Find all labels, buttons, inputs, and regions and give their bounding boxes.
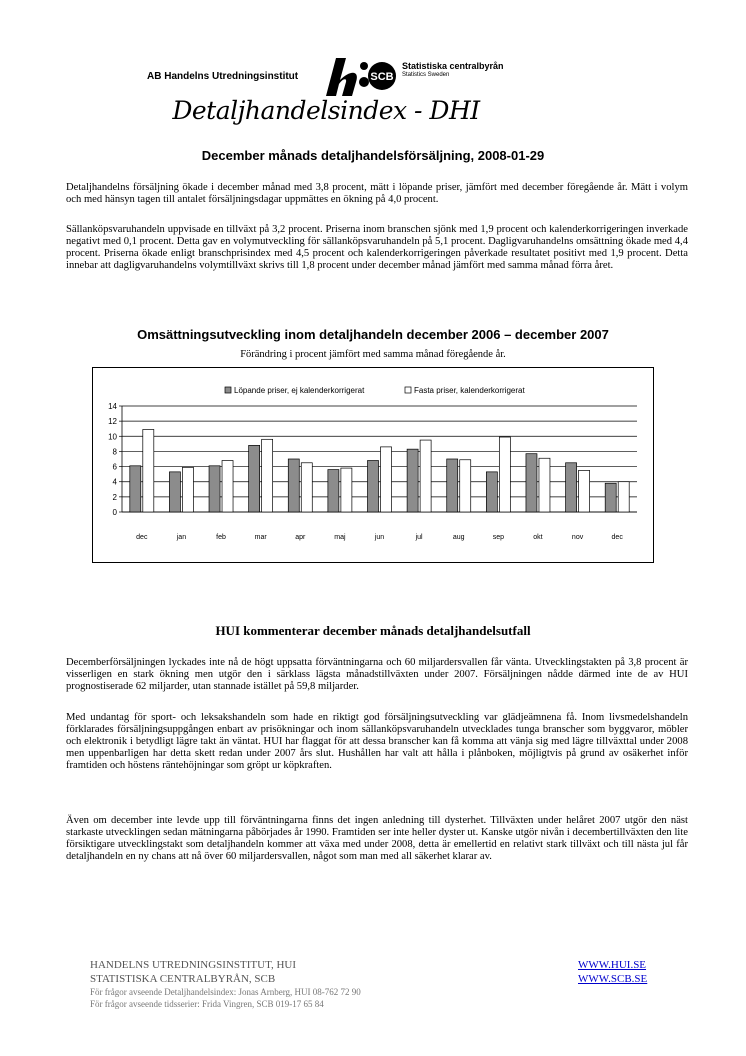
scb-name: Statistiska centralbyrån [402, 61, 504, 71]
footer-hui: HANDELNS UTREDNINGSINSTITUT, HUI [90, 959, 297, 971]
bar-series-1-sep [486, 472, 497, 512]
bar-series-2-jun [381, 447, 392, 512]
bar-series-2-maj [341, 468, 352, 512]
footer-scb: STATISTISKA CENTRALBYRÅN, SCB [90, 973, 276, 985]
page-headline: December månads detaljhandelsförsäljning, 2008-01-29 [201, 148, 545, 163]
x-tick-label: feb [216, 534, 226, 541]
bar-series-1-okt [526, 454, 537, 512]
footer-contact-scb: För frågor avseende tidsserier: Frida Vingren, SCB 019-17 65 84 [90, 999, 324, 1009]
bar-series-1-dec [130, 466, 141, 512]
bar-series-1-jan [169, 472, 180, 512]
footer-contact-hui: För frågor avseende Detaljhandelsindex: Jonas Arnberg, HUI 08-762 72 90 [90, 987, 361, 997]
bar-series-2-jul [420, 440, 431, 512]
x-tick-label: okt [533, 534, 543, 541]
x-tick-label: maj [334, 534, 346, 541]
y-tick-label: 2 [112, 492, 117, 502]
brand-title: Detaljhandelsindex - DHI [172, 96, 480, 125]
scb-logo-text: SCB [370, 71, 394, 83]
bar-series-2-dec [143, 429, 154, 512]
x-tick-label: dec [611, 534, 623, 541]
hui-logo-dot-2 [359, 77, 369, 87]
intro-paragraph-2: Sällanköpsvaruhandeln uppvisade en tillväxt på 3,2 procent. Priserna inom branschen sjönk med 1,9 procent och kalenderkorrigeringen inverkade negativt med 0,1 procent. Detta gav en volymutveckling för sällanköpsvaruhandeln på 5,1 procent. Dagligvaruhandelns omsättning ökade med 4,4 procent. Priserna ökade enligt branschprisindex med 4,5 procent och kalenderkorrigeringen påverkade resultatet positivt med 1,9 procent. Detta innebar att dagligvaruhandelns volymtillväxt skrivs till 1,8 procent under december månad jämfört med samma månad förra året. [66, 224, 688, 271]
y-tick-label: 0 [112, 508, 117, 517]
bar-series-2-apr [301, 463, 312, 512]
bar-series-1-jul [407, 449, 418, 512]
legend-swatch-1 [225, 387, 231, 393]
legend-label-1: Löpande priser, ej kalenderkorrigerat [234, 386, 365, 395]
bar-series-1-aug [447, 459, 458, 512]
y-tick-label: 14 [108, 402, 117, 411]
x-tick-label: nov [571, 534, 584, 541]
bar-series-1-nov [566, 463, 577, 512]
section-heading: HUI kommenterar december månads detaljhandelsutfall [215, 623, 531, 638]
x-tick-label: mar [254, 534, 267, 541]
x-tick-label: sep [492, 534, 504, 541]
bar-series-1-jun [368, 461, 379, 512]
legend-swatch-2 [405, 387, 411, 393]
bar-series-1-maj [328, 470, 339, 512]
bar-series-2-okt [539, 458, 550, 512]
intro-paragraph-1: Detaljhandelns försäljning ökade i december månad med 3,8 procent, mätt i löpande priser, jämfört med december föregående år. Mätt i volym och med hänsyn tagen till antalet försäljningsdagar uppmättes en ökning på 4,0 procent. [66, 182, 688, 205]
x-tick-label: jun [374, 534, 385, 541]
hui-scb-logo [326, 54, 398, 98]
legend-label-2: Fasta priser, kalenderkorrigerat [414, 386, 525, 395]
bar-series-2-jan [182, 467, 193, 512]
y-tick-label: 10 [108, 432, 117, 442]
x-tick-label: jan [176, 534, 187, 541]
comment-paragraph-2: Med undantag för sport- och leksakshandeln som hade en riktigt god försäljningsutveckling var glädjeämnena få. Inom livsmedelshandeln förklarades försäljningsuppgången enbart av prisökningar och inom sällanköpsvaruhandeln utvecklades tunga branscher som byggvaror, möbler och elektronik i betydligt lägre takt än väntat. HUI har flaggat för att dessa branscher kan få komma att vänja sig med lägre tillväxttal under 2008 men uppenbarligen har detta skett redan under 2007 års slut. Hushållen har valt att hålla i plånboken, möjligtvis på grund av osäkerhet inför framtiden och höstens räntehöjningar som gröpt ur köpkraften. [66, 712, 688, 771]
bar-series-1-feb [209, 466, 220, 512]
scb-subtitle: Statistics Sweden [402, 72, 450, 78]
x-tick-label: dec [136, 534, 148, 541]
bar-series-1-dec [605, 483, 616, 512]
bar-series-1-mar [249, 445, 260, 512]
y-tick-label: 8 [112, 447, 117, 457]
bar-series-1-apr [288, 459, 299, 512]
comment-paragraph-3: Även om december inte levde upp till förväntningarna finns det ingen anledning till dysterhet. Tillväxten under helåret 2007 utgör den näst starkaste utvecklingen sedan mätningarna påbörjades år 1990. Framtiden ser inte heller dyster ut. Kanske utgör nivån i decembertillväxten den lite försiktigare utvecklingstakt som detaljhandeln kommer att växa med under 2008, detta är emellertid en relativt stark tillväxt och till nästa jul får detaljhandeln en ny chans att nå över 60 miljardersvallen, något som man med all säkerhet klarar av. [66, 815, 688, 862]
x-tick-label: apr [295, 534, 306, 541]
y-tick-label: 12 [108, 417, 117, 427]
hui-website-link[interactable]: WWW.HUI.SE [578, 959, 647, 971]
chart-title: Omsättningsutveckling inom detaljhandeln december 2006 – december 2007 [137, 327, 609, 342]
bar-series-2-dec [618, 482, 629, 512]
bar-series-2-sep [499, 437, 510, 512]
scb-website-link[interactable]: WWW.SCB.SE [578, 973, 648, 985]
bar-series-2-mar [262, 439, 273, 512]
bar-series-2-aug [460, 460, 471, 512]
bar-chart [92, 367, 654, 563]
comment-paragraph-1: Decemberförsäljningen lyckades inte nå de högt uppsatta förväntningarna och 60 miljardersvallen får vänta. Utvecklingstakten på 3,8 procent är visserligen en stark ökning men utgör den i särklass lägsta månadstillväxten under 2007. Försäljningen nådde därmed inte de av HUI prognostiserade 62 miljarder, utan stannade istället på 59,8 miljarder. [66, 657, 688, 692]
chart-subtitle: Förändring i procent jämfört med samma månad föregående år. [240, 349, 506, 360]
bar-series-2-feb [222, 461, 233, 512]
y-tick-label: 6 [112, 462, 117, 472]
hui-logo-dot [360, 62, 368, 70]
hui-org-name: AB Handelns Utredningsinstitut [147, 71, 299, 82]
bar-series-2-nov [579, 470, 590, 512]
x-tick-label: jul [415, 534, 423, 541]
hui-logo-mark [326, 58, 357, 96]
x-tick-label: aug [452, 534, 465, 541]
y-tick-label: 4 [112, 477, 117, 487]
